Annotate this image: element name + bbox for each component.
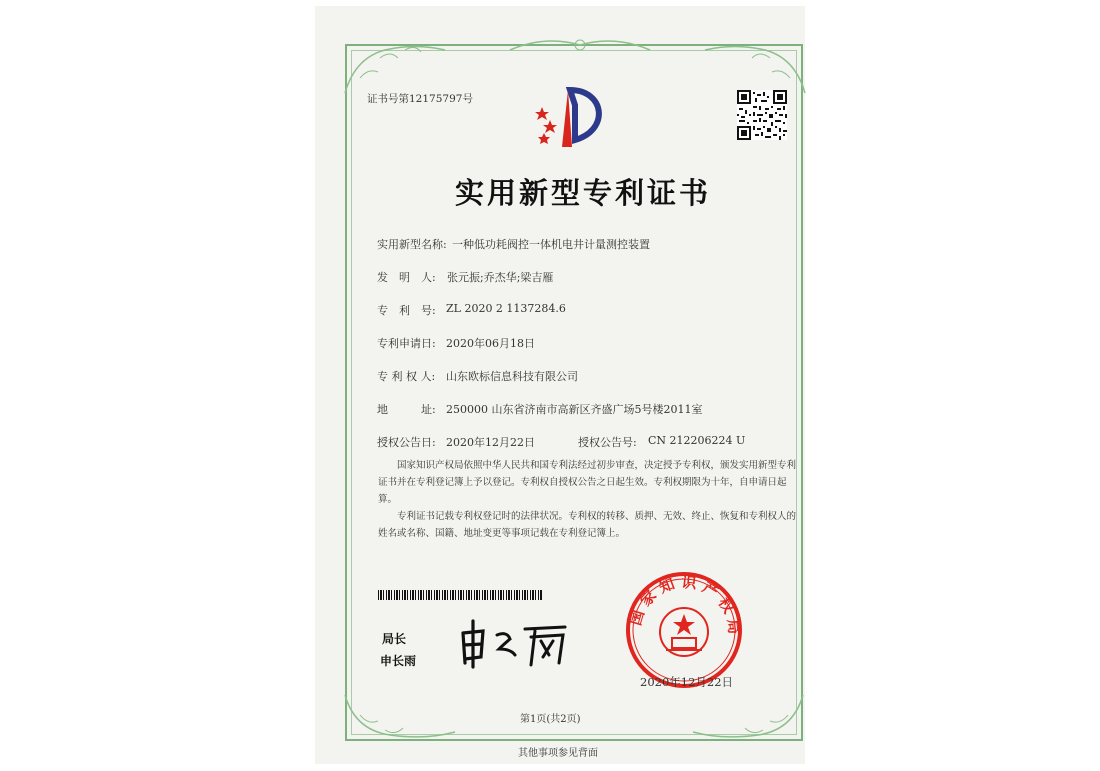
field-label-utility-model-name: 实用新型名称:: [377, 238, 447, 251]
director-signature: [455, 615, 585, 670]
field-value-patentee: 山东欧标信息科技有限公司: [446, 370, 578, 383]
field-label-address: 地 址:: [377, 403, 436, 416]
field-label-inventors: 发 明 人:: [377, 271, 436, 284]
page-title: 实用新型专利证书: [455, 176, 712, 210]
vine-ornament-top-center: [505, 30, 655, 60]
footer-note: 其他事项参见背面: [518, 748, 598, 759]
director-name: 申长雨: [380, 654, 417, 668]
field-label-patent-number: 专 利 号:: [377, 304, 436, 317]
certificate-statement-paragraph-2: 专利证书记载专利权登记时的法律状况。专利权的转移、质押、无效、终止、恢复和专利权人的姓名或名称、国籍、地址变更等事项记载在专利登记簿上。: [378, 511, 797, 539]
vine-ornament-top-left: [340, 38, 450, 98]
field-label-grant-date: 授权公告日:: [377, 436, 436, 449]
vine-ornament-bottom-right: [688, 690, 808, 745]
svg-text:国 家 知 识 产 权 局: 国 家 知 识 产 权 局: [626, 573, 744, 635]
field-label-grant-number: 授权公告号:: [578, 436, 637, 449]
barcode: [378, 590, 543, 600]
page-indicator: 第1页(共2页): [520, 714, 581, 725]
field-value-address: 250000 山东省济南市高新区齐盛广场5号楼2011室: [446, 403, 703, 416]
certificate-number: 证书号第12175797号: [367, 93, 473, 105]
cnipa-logo-icon: [530, 85, 610, 155]
field-value-utility-model-name: 一种低功耗阀控一体机电井计量测控装置: [452, 238, 650, 251]
vine-ornament-bottom-left: [340, 690, 460, 745]
field-value-patent-number: ZL 2020 2 1137284.6: [446, 302, 566, 315]
field-label-patentee: 专 利 权 人:: [377, 370, 436, 383]
field-value-grant-number: CN 212206224 U: [648, 434, 746, 447]
field-value-inventors: 张元振;乔杰华;梁吉雁: [447, 271, 554, 284]
director-title: 局长: [382, 632, 407, 646]
official-seal-icon: [622, 570, 747, 690]
field-label-application-date: 专利申请日:: [377, 337, 436, 350]
vine-ornament-top-right: [700, 38, 810, 98]
field-value-grant-date: 2020年12月22日: [446, 436, 535, 449]
certificate-statement-paragraph-1: 国家知识产权局依照中华人民共和国专利法经过初步审查，决定授予专利权，颁发实用新型专利证书并在专利登记簿上予以登记。专利权自授权公告之日起生效。专利权期限为十年，自申请日起算。: [378, 460, 797, 505]
field-value-application-date: 2020年06月18日: [446, 337, 535, 350]
qr-code-icon: [737, 90, 787, 140]
issue-date: 2020年12月22日: [640, 675, 734, 689]
